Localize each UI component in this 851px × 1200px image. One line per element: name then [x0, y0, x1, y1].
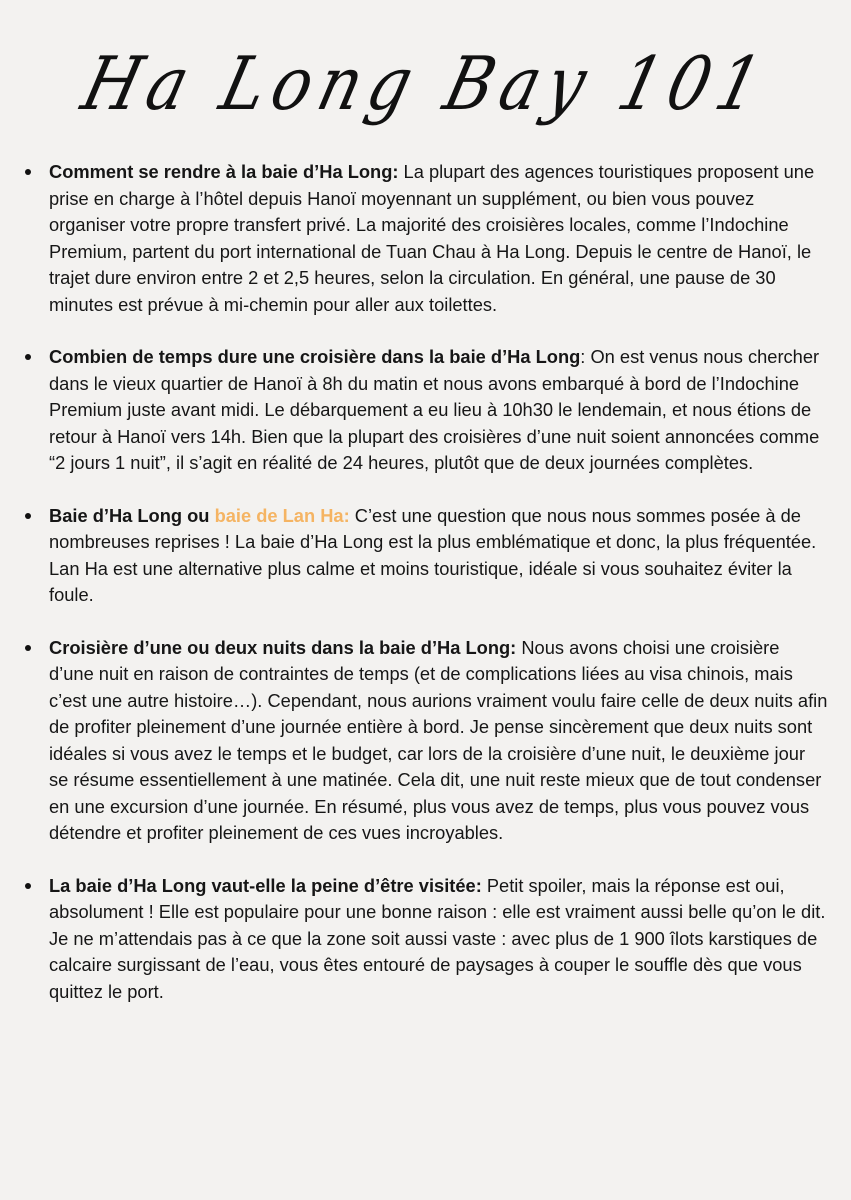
item-body: La plupart des agences touristiques proposent une prise en charge à l’hôtel depuis Hanoï moyennant un supplément, ou bien vous pouvez organiser votre propre transfert privé. La majorité des croisières locales, comme l’Indochine Premium, partent du port international de Tuan Chau à Ha Long. Depuis le centre de Hanoï, le trajet dure environ entre 2 et 2,5 heures, selon la circulation. En général, une pause de 30 minutes est prévue à mi-chemin pour aller aux toilettes.	[49, 161, 815, 315]
list-item-cruise-duration	[49, 344, 829, 477]
item-lead: Combien de temps dure une croisière dans la baie d’Ha Long	[49, 346, 581, 367]
list-item-one-or-two-nights	[49, 635, 829, 847]
item-lead: Baie d’Ha Long ou	[49, 504, 215, 526]
item-lead: Croisière d’une ou deux nuits dans la baie d’Ha Long:	[49, 636, 517, 658]
item-body: Nous avons choisi une croisière d’une nuit en raison de contraintes de temps (et de complications liées au visa chinois, mais c’est une autre histoire…). Cependant, nous aurions vraiment voulu faire celle de deux nuits afin de profiter pleinement d’une journée entière à bord. Je pense sincèrement que deux nuits sont idéales si vous avez le temps et le budget, car lors de la croisière d’une nuit, le deuxième jour se résume essentiellement à une matinée. Cela dit, une nuit reste mieux que de tout condenser en une excursion d’une journée. En résumé, plus vous avez de temps, plus vous pouvez vous détendre et profiter pleinement de ces vues incroyables.	[49, 636, 828, 843]
item-lead: La baie d’Ha Long vaut-elle la peine d’être visitée:	[49, 874, 482, 896]
page-title: Ha Long Bay 101	[74, 42, 777, 128]
item-lead: Comment se rendre à la baie d’Ha Long:	[49, 161, 399, 182]
list-item-worth-visiting	[49, 873, 829, 1006]
list-item-getting-there	[49, 159, 829, 318]
item-body: C’est une question que nous nous sommes posée à de nombreuses reprises ! La baie d’Ha Long est la plus emblématique et donc, la plus fréquentée. Lan Ha est une alternative plus calme et moins touristique, idéale si vous souhaitez éviter la foule.	[49, 504, 817, 605]
lan-ha-bay-link[interactable]: baie de Lan Ha:	[214, 504, 350, 526]
list-item-halong-vs-lanha	[49, 503, 829, 609]
item-body: Petit spoiler, mais la réponse est oui, absolument ! Elle est populaire pour une bonne raison : elle est vraiment aussi belle qu’on le dit. Je ne m’attendais pas à ce que la zone soit aussi vaste : avec plus de 1 900 îlots karstiques de calcaire surgissant de l’eau, vous êtes entouré de paysages à couper le souffle dès que vous quittez le port.	[49, 874, 826, 1002]
item-body: : On est venus nous chercher dans le vieux quartier de Hanoï à 8h du matin et nous avons embarqué à bord de l’Indochine Premium juste avant midi. Le débarquement a eu lieu à 10h30 le lendemain, et nous étions de retour à Hanoï vers 14h. Bien que la plupart des croisières d’une nuit soient annoncées comme “2 jours 1 nuit”, il s’agit en réalité de 24 heures, plutôt que de deux journées complètes.	[49, 346, 820, 473]
bullet-list	[49, 159, 829, 1031]
